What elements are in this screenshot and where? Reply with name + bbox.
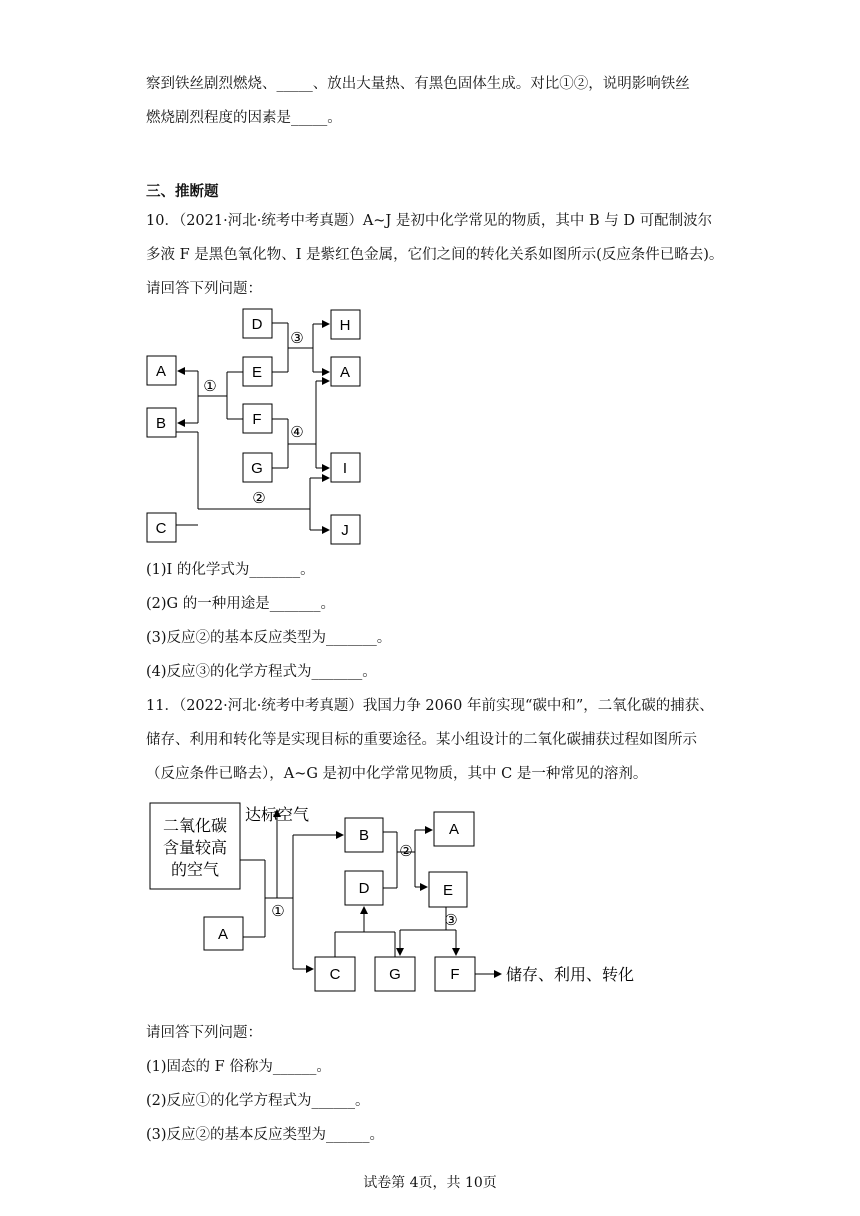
box-C2-label: C xyxy=(329,966,341,983)
page-footer: 试卷第 4页，共 10页 xyxy=(363,1175,497,1191)
q11-stem-line2: 储存、利用和转化等是实现目标的重要途径。某小组设计的二氧化碳捕获过程如图所示 xyxy=(146,732,697,748)
reaction-3-label-2: ③ xyxy=(444,912,458,929)
box-I-label: I xyxy=(342,460,348,477)
source-air-line2: 含量较高 xyxy=(162,840,228,857)
box-A-left-label: A xyxy=(155,363,167,380)
output-air-label: 达标空气 xyxy=(245,807,310,824)
box-C-label: C xyxy=(155,520,167,537)
q10-stem-line3: 请回答下列问题： xyxy=(146,281,262,297)
reaction-3-label: ③ xyxy=(290,330,304,347)
reaction-1-label-2: ① xyxy=(271,903,285,920)
q9-tail-line1: 察到铁丝剧烈燃烧、_____、放出大量热、有黑色固体生成。对比①②，说明影响铁丝 xyxy=(146,76,690,92)
box-F2-label: F xyxy=(450,966,460,983)
box-E-label: E xyxy=(251,364,263,381)
box-D2-label: D xyxy=(358,880,370,897)
box-D-label: D xyxy=(251,316,263,333)
reaction-1-label: ① xyxy=(203,378,217,395)
box-H-label: H xyxy=(339,317,351,334)
box-J-label: J xyxy=(341,522,349,539)
section-heading: 三、推断题 xyxy=(146,184,219,200)
q10-sub3: (3)反应②的基本反应类型为_______。 xyxy=(146,630,392,646)
box-A-right-label: A xyxy=(339,364,351,381)
q11-sub1: (1)固态的 F 俗称为______。 xyxy=(146,1059,331,1075)
source-air-line3: 的空气 xyxy=(170,862,220,879)
q11-stem-line1: 11．（2022·河北·统考中考真题）我国力争 2060 年前实现“碳中和”，二氧化碳的捕获、 xyxy=(146,698,714,714)
q11-sub3: (3)反应②的基本反应类型为______。 xyxy=(146,1127,385,1143)
reaction-4-label: ④ xyxy=(290,424,304,441)
box-G-label: G xyxy=(251,460,263,477)
q9-tail-line2: 燃烧剧烈程度的因素是_____。 xyxy=(146,110,342,126)
source-air-line1: 二氧化碳 xyxy=(162,818,228,835)
q10-stem-line2: 多液 F 是黑色氧化物、I 是紫红色金属，它们之间的转化关系如图所示(反应条件已略去)。 xyxy=(146,247,724,263)
q11-prompt: 请回答下列问题： xyxy=(146,1025,262,1041)
box-A-in-label: A xyxy=(217,926,229,943)
storage-label: 储存、利用、转化 xyxy=(506,967,635,984)
reaction-2-label-2: ② xyxy=(399,843,413,860)
q10-sub4: (4)反应③的化学方程式为_______。 xyxy=(146,664,377,680)
box-G2-label: G xyxy=(389,966,401,983)
box-B2-label: B xyxy=(358,827,370,844)
box-A-out-label: A xyxy=(448,821,460,838)
q10-sub1: (1)I 的化学式为_______。 xyxy=(146,562,315,578)
q11-sub2: (2)反应①的化学方程式为______。 xyxy=(146,1093,370,1109)
q10-stem-line1: 10．（2021·河北·统考中考真题）A~J 是初中化学常见的物质，其中 B 与 D 可配制波尔 xyxy=(146,213,713,229)
box-B-label: B xyxy=(155,415,167,432)
box-F-label: F xyxy=(252,411,262,428)
q11-stem-line3: （反应条件已略去），A~G 是初中化学常见物质，其中 C 是一种常见的溶剂。 xyxy=(146,766,648,782)
box-E2-label: E xyxy=(442,882,454,899)
q10-sub2: (2)G 的一种用途是_______。 xyxy=(146,596,335,612)
reaction-2-label: ② xyxy=(252,490,266,507)
